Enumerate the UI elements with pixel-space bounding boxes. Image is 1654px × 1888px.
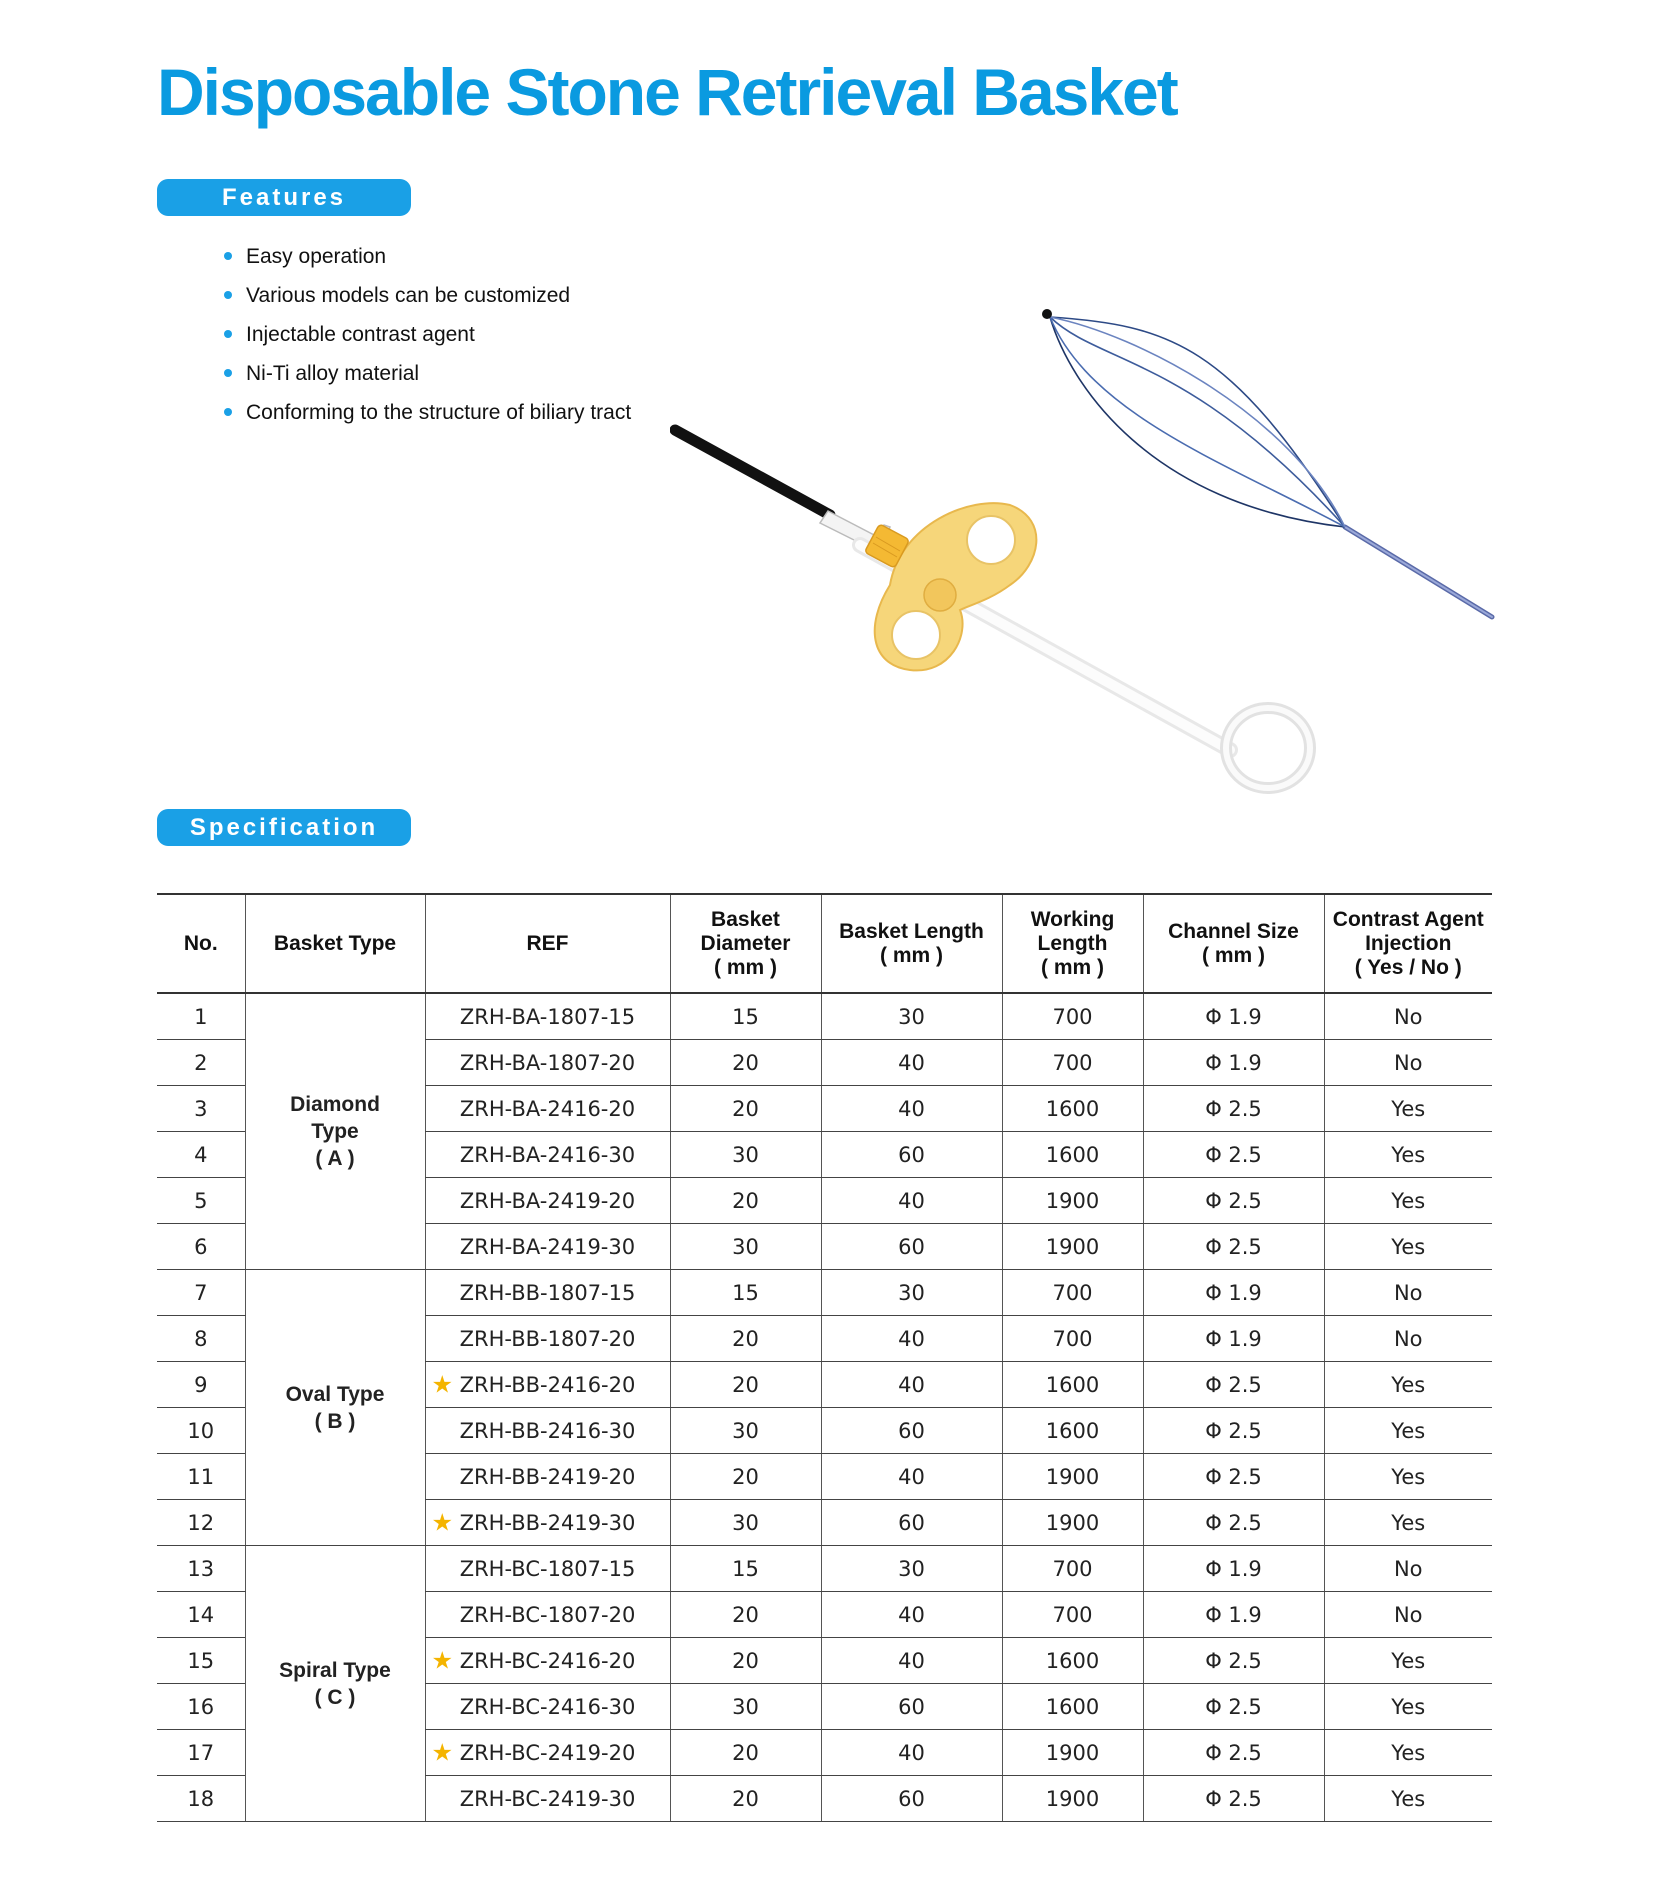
contrast-cell: No (1324, 1592, 1492, 1638)
bullet-dot-icon (224, 291, 232, 299)
contrast-cell: Yes (1324, 1684, 1492, 1730)
contrast-cell: Yes (1324, 1132, 1492, 1178)
basket-length-cell: 40 (821, 1454, 1002, 1500)
diameter-cell: 20 (670, 1086, 821, 1132)
ref-cell: ZRH-BA-2416-20 (425, 1086, 670, 1132)
diameter-cell: 20 (670, 1730, 821, 1776)
working-length-cell: 1600 (1002, 1684, 1143, 1730)
channel-size-cell: Φ 1.9 (1143, 1270, 1324, 1316)
diameter-cell: 20 (670, 1316, 821, 1362)
working-length-cell: 700 (1002, 1270, 1143, 1316)
star-icon: ★ (431, 1508, 454, 1537)
contrast-cell: Yes (1324, 1638, 1492, 1684)
channel-size-cell: Φ 2.5 (1143, 1638, 1324, 1684)
feature-item (222, 357, 631, 396)
diameter-cell: 20 (670, 1040, 821, 1086)
diameter-cell: 30 (670, 1224, 821, 1270)
basket-length-cell: 60 (821, 1132, 1002, 1178)
col-basket-type: Basket Type (245, 894, 425, 993)
working-length-cell: 700 (1002, 1040, 1143, 1086)
channel-size-cell: Φ 2.5 (1143, 1776, 1324, 1822)
working-length-cell: 700 (1002, 1316, 1143, 1362)
basket-length-cell: 60 (821, 1500, 1002, 1546)
row-number-cell: 16 (157, 1684, 245, 1730)
ref-cell: ★ ZRH-BC-2419-20 (425, 1730, 670, 1776)
contrast-cell: No (1324, 1270, 1492, 1316)
diameter-cell: 20 (670, 1178, 821, 1224)
channel-size-cell: Φ 1.9 (1143, 1546, 1324, 1592)
contrast-cell: Yes (1324, 1500, 1492, 1546)
row-number-cell: 12 (157, 1500, 245, 1546)
basket-length-cell: 60 (821, 1684, 1002, 1730)
feature-item (222, 279, 631, 318)
feature-text: Injectable contrast agent (246, 323, 475, 346)
col-no: No. (157, 894, 245, 993)
row-number-cell: 8 (157, 1316, 245, 1362)
contrast-cell: Yes (1324, 1086, 1492, 1132)
basket-length-cell: 40 (821, 1362, 1002, 1408)
specification-heading: Specification (157, 809, 411, 846)
channel-size-cell: Φ 2.5 (1143, 1684, 1324, 1730)
working-length-cell: 1900 (1002, 1500, 1143, 1546)
diameter-cell: 15 (670, 993, 821, 1040)
col-contrast: Contrast Agent Injection ( Yes / No ) (1324, 894, 1492, 993)
product-image (670, 305, 1500, 805)
row-number-cell: 1 (157, 993, 245, 1040)
page-title: Disposable Stone Retrieval Basket (157, 55, 1177, 129)
ref-cell: ZRH-BA-2416-30 (425, 1132, 670, 1178)
row-number-cell: 14 (157, 1592, 245, 1638)
ref-cell: ZRH-BA-2419-20 (425, 1178, 670, 1224)
row-number-cell: 5 (157, 1178, 245, 1224)
channel-size-cell: Φ 1.9 (1143, 1040, 1324, 1086)
basket-length-cell: 40 (821, 1178, 1002, 1224)
working-length-cell: 700 (1002, 993, 1143, 1040)
ref-cell: ZRH-BA-2419-30 (425, 1224, 670, 1270)
col-length: Basket Length ( mm ) (821, 894, 1002, 993)
working-length-cell: 1900 (1002, 1454, 1143, 1500)
basket-length-cell: 60 (821, 1776, 1002, 1822)
ref-cell: ★ ZRH-BB-2419-30 (425, 1500, 670, 1546)
contrast-cell: Yes (1324, 1178, 1492, 1224)
ref-cell: ZRH-BB-2419-20 (425, 1454, 670, 1500)
diameter-cell: 30 (670, 1132, 821, 1178)
row-number-cell: 13 (157, 1546, 245, 1592)
contrast-cell: Yes (1324, 1776, 1492, 1822)
contrast-cell: No (1324, 1316, 1492, 1362)
working-length-cell: 1600 (1002, 1408, 1143, 1454)
col-ref: REF (425, 894, 670, 993)
basket-length-cell: 40 (821, 1086, 1002, 1132)
table-header-row (157, 894, 1492, 993)
bullet-dot-icon (224, 252, 232, 260)
channel-size-cell: Φ 2.5 (1143, 1224, 1324, 1270)
basket-length-cell: 40 (821, 1592, 1002, 1638)
diameter-cell: 20 (670, 1638, 821, 1684)
ref-cell: ZRH-BC-2419-30 (425, 1776, 670, 1822)
bullet-dot-icon (224, 408, 232, 416)
ref-cell: ZRH-BC-1807-20 (425, 1592, 670, 1638)
features-list (222, 240, 631, 435)
feature-text: Ni-Ti alloy material (246, 362, 420, 385)
basket-length-cell: 30 (821, 993, 1002, 1040)
contrast-cell: Yes (1324, 1362, 1492, 1408)
diameter-cell: 20 (670, 1362, 821, 1408)
contrast-cell: Yes (1324, 1408, 1492, 1454)
basket-length-cell: 40 (821, 1638, 1002, 1684)
col-channel-size: Channel Size ( mm ) (1143, 894, 1324, 993)
channel-size-cell: Φ 2.5 (1143, 1362, 1324, 1408)
table-row (157, 1270, 1492, 1316)
channel-size-cell: Φ 2.5 (1143, 1408, 1324, 1454)
contrast-cell: Yes (1324, 1224, 1492, 1270)
working-length-cell: 1600 (1002, 1638, 1143, 1684)
row-number-cell: 4 (157, 1132, 245, 1178)
ref-cell: ★ ZRH-BC-2416-20 (425, 1638, 670, 1684)
row-number-cell: 2 (157, 1040, 245, 1086)
row-number-cell: 18 (157, 1776, 245, 1822)
feature-item (222, 396, 631, 435)
feature-item (222, 318, 631, 357)
working-length-cell: 700 (1002, 1546, 1143, 1592)
diameter-cell: 30 (670, 1500, 821, 1546)
working-length-cell: 1900 (1002, 1224, 1143, 1270)
basket-length-cell: 60 (821, 1224, 1002, 1270)
row-number-cell: 3 (157, 1086, 245, 1132)
diameter-cell: 15 (670, 1546, 821, 1592)
channel-size-cell: Φ 2.5 (1143, 1086, 1324, 1132)
working-length-cell: 1900 (1002, 1178, 1143, 1224)
row-number-cell: 15 (157, 1638, 245, 1684)
specification-table (157, 893, 1492, 1822)
basket-type-cell: Diamond Type ( A ) (245, 993, 425, 1270)
row-number-cell: 10 (157, 1408, 245, 1454)
basket-type-cell: Oval Type ( B ) (245, 1270, 425, 1546)
basket-length-cell: 30 (821, 1546, 1002, 1592)
table-row (157, 993, 1492, 1040)
ref-cell: ZRH-BA-1807-20 (425, 1040, 670, 1086)
basket-length-cell: 40 (821, 1040, 1002, 1086)
basket-length-cell: 40 (821, 1316, 1002, 1362)
basket-type-cell: Spiral Type ( C ) (245, 1546, 425, 1822)
diameter-cell: 30 (670, 1408, 821, 1454)
ref-cell: ZRH-BB-1807-20 (425, 1316, 670, 1362)
diameter-cell: 20 (670, 1454, 821, 1500)
working-length-cell: 1600 (1002, 1086, 1143, 1132)
feature-item (222, 240, 631, 279)
ref-cell: ★ ZRH-BB-2416-20 (425, 1362, 670, 1408)
row-number-cell: 17 (157, 1730, 245, 1776)
col-diameter: Basket Diameter ( mm ) (670, 894, 821, 993)
working-length-cell: 1900 (1002, 1730, 1143, 1776)
feature-text: Various models can be customized (246, 284, 571, 307)
diameter-cell: 20 (670, 1776, 821, 1822)
channel-size-cell: Φ 2.5 (1143, 1178, 1324, 1224)
contrast-cell: No (1324, 993, 1492, 1040)
contrast-cell: Yes (1324, 1730, 1492, 1776)
working-length-cell: 700 (1002, 1592, 1143, 1638)
ref-cell: ZRH-BC-2416-30 (425, 1684, 670, 1730)
row-number-cell: 6 (157, 1224, 245, 1270)
diameter-cell: 30 (670, 1684, 821, 1730)
channel-size-cell: Φ 1.9 (1143, 993, 1324, 1040)
star-icon: ★ (431, 1646, 454, 1675)
contrast-cell: Yes (1324, 1454, 1492, 1500)
features-heading: Features (157, 179, 411, 216)
basket-length-cell: 30 (821, 1270, 1002, 1316)
feature-text: Conforming to the structure of biliary tract (246, 401, 632, 424)
channel-size-cell: Φ 1.9 (1143, 1592, 1324, 1638)
basket-length-cell: 40 (821, 1730, 1002, 1776)
contrast-cell: No (1324, 1546, 1492, 1592)
channel-size-cell: Φ 1.9 (1143, 1316, 1324, 1362)
star-icon: ★ (431, 1370, 454, 1399)
ref-cell: ZRH-BB-1807-15 (425, 1270, 670, 1316)
working-length-cell: 1900 (1002, 1776, 1143, 1822)
bullet-dot-icon (224, 369, 232, 377)
row-number-cell: 9 (157, 1362, 245, 1408)
channel-size-cell: Φ 2.5 (1143, 1132, 1324, 1178)
ref-cell: ZRH-BA-1807-15 (425, 993, 670, 1040)
channel-size-cell: Φ 2.5 (1143, 1454, 1324, 1500)
channel-size-cell: Φ 2.5 (1143, 1500, 1324, 1546)
working-length-cell: 1600 (1002, 1132, 1143, 1178)
ref-cell: ZRH-BB-2416-30 (425, 1408, 670, 1454)
diameter-cell: 15 (670, 1270, 821, 1316)
bullet-dot-icon (224, 330, 232, 338)
star-icon: ★ (431, 1738, 454, 1767)
channel-size-cell: Φ 2.5 (1143, 1730, 1324, 1776)
table-row (157, 1546, 1492, 1592)
ref-cell: ZRH-BC-1807-15 (425, 1546, 670, 1592)
diameter-cell: 20 (670, 1592, 821, 1638)
col-working-length: Working Length ( mm ) (1002, 894, 1143, 993)
row-number-cell: 7 (157, 1270, 245, 1316)
basket-length-cell: 60 (821, 1408, 1002, 1454)
feature-text: Easy operation (246, 245, 387, 268)
row-number-cell: 11 (157, 1454, 245, 1500)
contrast-cell: No (1324, 1040, 1492, 1086)
working-length-cell: 1600 (1002, 1362, 1143, 1408)
